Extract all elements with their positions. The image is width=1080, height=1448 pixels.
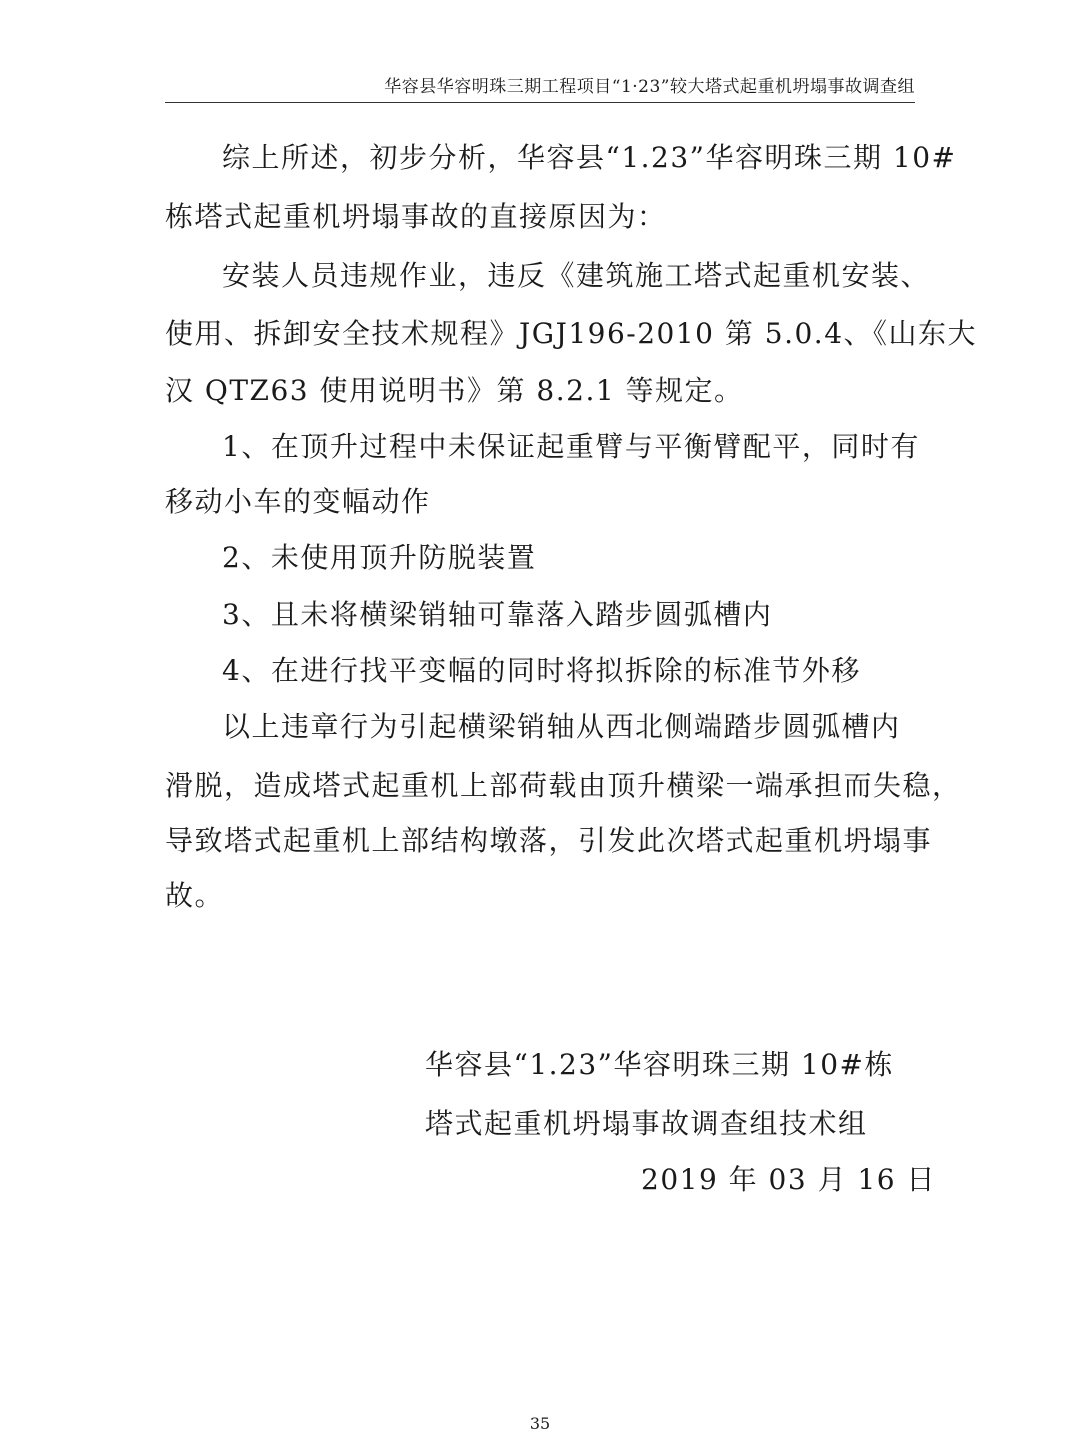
signature-date: 2019 年 03 月 16 日 bbox=[641, 1163, 937, 1196]
list-item: 4、在进行找平变幅的同时将拟拆除的标准节外移 bbox=[222, 654, 861, 687]
paragraph-line: 栋塔式起重机坍塌事故的直接原因为： bbox=[165, 200, 667, 233]
paragraph-line: 综上所述，初步分析，华容县“1.23”华容明珠三期 10# bbox=[222, 141, 957, 174]
page-number: 35 bbox=[529, 1414, 551, 1433]
paragraph-line: 汉 QTZ63 使用说明书》第 8.2.1 等规定。 bbox=[165, 374, 744, 407]
signature-org-line2: 塔式起重机坍塌事故调查组技术组 bbox=[425, 1107, 868, 1140]
list-item: 2、未使用顶升防脱装置 bbox=[222, 541, 537, 574]
paragraph-line: 以上违章行为引起横梁销轴从西北侧端踏步圆弧槽内 bbox=[222, 710, 901, 743]
paragraph-line: 使用、拆卸安全技术规程》JGJ196-2010 第 5.0.4、《山东大 bbox=[165, 317, 978, 350]
paragraph-line: 导致塔式起重机上部结构墩落，引发此次塔式起重机坍塌事 bbox=[165, 824, 933, 857]
paragraph-line: 滑脱，造成塔式起重机上部荷载由顶升横梁一端承担而失稳， bbox=[165, 769, 962, 802]
list-item: 3、且未将横梁销轴可靠落入踏步圆弧槽内 bbox=[222, 598, 773, 631]
running-header: 华容县华容明珠三期工程项目“1·23”较大塔式起重机坍塌事故调查组 bbox=[165, 72, 915, 103]
list-item-continuation: 移动小车的变幅动作 bbox=[165, 485, 431, 518]
list-item: 1、在顶升过程中未保证起重臂与平衡臂配平，同时有 bbox=[222, 430, 920, 463]
paragraph-line: 安装人员违规作业，违反《建筑施工塔式起重机安装、 bbox=[222, 259, 931, 292]
signature-org-line1: 华容县“1.23”华容明珠三期 10#栋 bbox=[425, 1048, 894, 1081]
paragraph-line: 故。 bbox=[165, 879, 225, 912]
